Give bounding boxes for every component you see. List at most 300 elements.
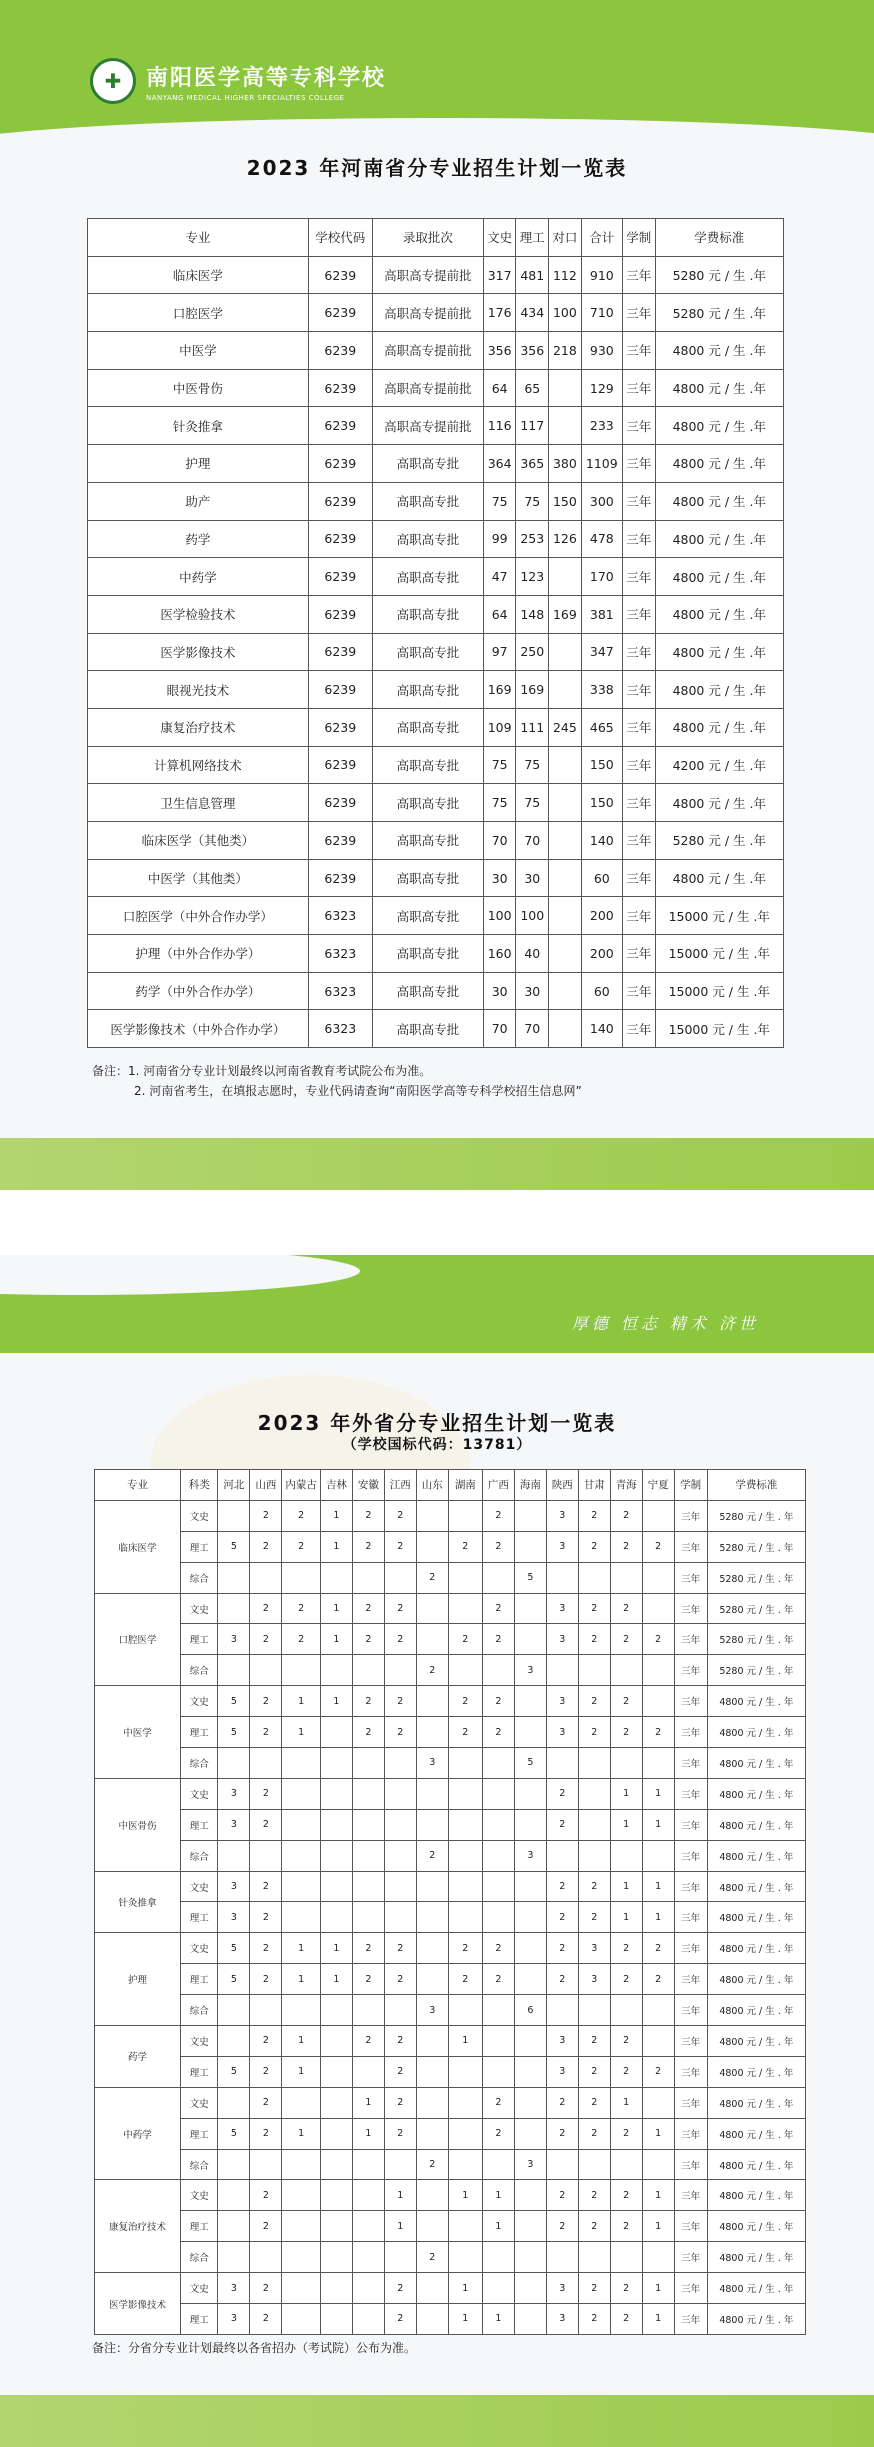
table-cell: 2 — [610, 2273, 642, 2304]
table-cell: 75 — [483, 482, 516, 520]
table-cell: 文史 — [180, 1871, 217, 1902]
table-cell: 117 — [516, 407, 549, 445]
table-cell: 64 — [483, 595, 516, 633]
table-cell: 2 — [482, 1933, 514, 1964]
table-cell: 2 — [282, 1500, 321, 1531]
table-cell: 三年 — [674, 1593, 707, 1624]
table-cell: 1 — [352, 2118, 384, 2149]
table-cell: 4800 元 / 生 .年 — [655, 445, 783, 483]
table-cell — [549, 972, 582, 1010]
table-cell — [282, 1995, 321, 2026]
table-cell: 文史 — [180, 2087, 217, 2118]
table-cell: 70 — [516, 822, 549, 860]
table-cell: 中药学 — [88, 558, 309, 596]
table-cell: 高职高专提前批 — [372, 294, 483, 332]
table-cell — [218, 1593, 250, 1624]
table-row — [88, 633, 784, 671]
table-cell — [514, 2026, 546, 2057]
table-cell — [448, 1902, 482, 1933]
table-cell — [549, 633, 582, 671]
table-cell: 4800 元 / 生 . 年 — [707, 2211, 805, 2242]
table-cell: 4800 元 / 生 .年 — [655, 595, 783, 633]
table-cell — [448, 1562, 482, 1593]
table-cell: 1 — [320, 1531, 352, 1562]
table-cell: 三年 — [622, 445, 655, 483]
table-cell — [578, 2149, 610, 2180]
table-row — [95, 2211, 806, 2242]
table-cell: 三年 — [622, 859, 655, 897]
table-cell — [578, 1562, 610, 1593]
table-cell: 140 — [581, 822, 622, 860]
table-cell: 4200 元 / 生 .年 — [655, 746, 783, 784]
table-cell: 1 — [642, 1902, 674, 1933]
table-cell — [416, 1624, 448, 1655]
table-cell — [448, 1500, 482, 1531]
table-cell: 文史 — [180, 1500, 217, 1531]
table-cell: 高职高专批 — [372, 520, 483, 558]
school-logo — [90, 58, 386, 104]
table-cell: 2 — [250, 1809, 282, 1840]
henan-plan-table — [87, 218, 784, 1048]
table-cell: 三年 — [674, 1562, 707, 1593]
table-cell: 116 — [483, 407, 516, 445]
table-cell — [642, 2242, 674, 2273]
table-cell — [642, 2026, 674, 2057]
table-cell: 2 — [282, 1531, 321, 1562]
table-cell: 4800 元 / 生 .年 — [655, 407, 783, 445]
footer-band — [0, 1138, 874, 1190]
table-cell: 6239 — [308, 256, 372, 294]
table-cell — [282, 1655, 321, 1686]
table-cell — [610, 1995, 642, 2026]
table-cell: 70 — [516, 1010, 549, 1048]
table-cell — [448, 1778, 482, 1809]
table-cell: 高职高专批 — [372, 558, 483, 596]
table-cell: 2 — [448, 1686, 482, 1717]
table-cell — [482, 1562, 514, 1593]
table-cell: 6239 — [308, 369, 372, 407]
table-cell: 1 — [352, 2087, 384, 2118]
table-cell — [250, 1748, 282, 1779]
table-cell: 2 — [578, 1686, 610, 1717]
table-cell — [482, 2149, 514, 2180]
table-cell — [642, 1686, 674, 1717]
table-cell: 1 — [448, 2180, 482, 2211]
table-cell: 1 — [320, 1593, 352, 1624]
table-cell — [546, 1655, 578, 1686]
table-cell — [384, 1655, 416, 1686]
table-cell: 111 — [516, 708, 549, 746]
table-cell — [549, 558, 582, 596]
table-cell: 综合 — [180, 1655, 217, 1686]
table-cell: 2 — [610, 1686, 642, 1717]
table-row — [88, 708, 784, 746]
table-cell: 1 — [282, 2118, 321, 2149]
table-cell: 临床医学 — [88, 256, 309, 294]
table-cell — [218, 2149, 250, 2180]
table-cell: 三年 — [674, 1624, 707, 1655]
table-cell: 4800 元 / 生 .年 — [655, 332, 783, 370]
table-cell — [514, 1500, 546, 1531]
table-cell — [482, 2056, 514, 2087]
table-cell: 2 — [610, 2211, 642, 2242]
table-cell: 47 — [483, 558, 516, 596]
table-cell: 2 — [250, 1624, 282, 1655]
table-cell: 4800 元 / 生 .年 — [655, 633, 783, 671]
table-cell: 医学检验技术 — [88, 595, 309, 633]
table-cell — [282, 2149, 321, 2180]
table-cell: 2 — [642, 1531, 674, 1562]
table-cell: 三年 — [622, 482, 655, 520]
table-cell: 2 — [250, 1717, 282, 1748]
table-cell: 口腔医学 — [88, 294, 309, 332]
table-cell: 2 — [642, 1717, 674, 1748]
table-cell: 三年 — [674, 1840, 707, 1871]
table-cell: 三年 — [674, 2026, 707, 2057]
table-cell: 三年 — [622, 784, 655, 822]
henan-plan-title: 2023 年河南省分专业招生计划一览表 — [246, 156, 628, 180]
table-cell: 129 — [581, 369, 622, 407]
table-cell — [578, 2242, 610, 2273]
table-cell — [352, 2149, 384, 2180]
table-cell — [546, 1748, 578, 1779]
table-cell: 三年 — [674, 2180, 707, 2211]
table-cell: 2 — [250, 1933, 282, 1964]
table-cell: 2 — [610, 2056, 642, 2087]
table-cell: 三年 — [622, 520, 655, 558]
table-cell: 2 — [546, 1964, 578, 1995]
table-cell: 75 — [516, 482, 549, 520]
table-cell: 2 — [384, 1717, 416, 1748]
table-cell: 2 — [250, 2118, 282, 2149]
table-cell: 三年 — [674, 1500, 707, 1531]
table-cell: 4800 元 / 生 . 年 — [707, 2056, 805, 2087]
table-cell — [218, 1748, 250, 1779]
table-cell: 2 — [546, 2118, 578, 2149]
column-header: 安徽 — [352, 1470, 384, 1501]
table-cell — [384, 1995, 416, 2026]
table-cell: 5280 元 / 生 . 年 — [707, 1593, 805, 1624]
table-cell: 理工 — [180, 1624, 217, 1655]
table-cell: 15000 元 / 生 .年 — [655, 897, 783, 935]
table-cell: 2 — [578, 2211, 610, 2242]
table-cell: 40 — [516, 935, 549, 973]
table-cell — [218, 2180, 250, 2211]
table-cell: 三年 — [622, 708, 655, 746]
table-cell: 2 — [610, 2118, 642, 2149]
table-cell — [514, 2056, 546, 2087]
table-cell — [352, 1778, 384, 1809]
table-cell: 2 — [578, 1902, 610, 1933]
table-cell — [578, 1809, 610, 1840]
table-cell: 综合 — [180, 2242, 217, 2273]
table-cell — [546, 1562, 578, 1593]
table-cell — [282, 2211, 321, 2242]
table-cell — [282, 2180, 321, 2211]
table-cell: 2 — [482, 1624, 514, 1655]
table-cell: 6323 — [308, 972, 372, 1010]
table-cell: 理工 — [180, 1964, 217, 1995]
table-cell: 4800 元 / 生 .年 — [655, 482, 783, 520]
table-cell: 2 — [610, 2180, 642, 2211]
table-cell: 381 — [581, 595, 622, 633]
table-row — [95, 1686, 806, 1717]
table-cell — [282, 2087, 321, 2118]
table-cell — [514, 2304, 546, 2335]
table-cell — [282, 1748, 321, 1779]
column-header: 学费标准 — [707, 1470, 805, 1501]
table-cell: 1 — [448, 2304, 482, 2335]
table-cell — [250, 1655, 282, 1686]
table-cell: 2 — [250, 1778, 282, 1809]
table-cell — [282, 2304, 321, 2335]
column-header: 录取批次 — [372, 219, 483, 257]
footer-band — [0, 2395, 874, 2447]
table-cell: 2 — [642, 1624, 674, 1655]
table-cell: 5 — [218, 2118, 250, 2149]
table-cell — [610, 1840, 642, 1871]
column-header: 学校代码 — [308, 219, 372, 257]
table-cell — [384, 2242, 416, 2273]
table-cell — [352, 1655, 384, 1686]
henan-note-2: 2. 河南省考生，在填报志愿时，专业代码请查询“南阳医学高等专科学校招生信息网” — [134, 1084, 582, 1098]
table-cell — [514, 2242, 546, 2273]
table-row — [88, 369, 784, 407]
table-cell: 综合 — [180, 1562, 217, 1593]
table-cell: 150 — [581, 746, 622, 784]
table-cell: 高职高专批 — [372, 708, 483, 746]
table-cell — [610, 1562, 642, 1593]
table-cell: 理工 — [180, 2056, 217, 2087]
table-row — [95, 2118, 806, 2149]
table-cell — [642, 1500, 674, 1531]
table-cell — [642, 2087, 674, 2118]
table-cell: 6239 — [308, 520, 372, 558]
table-cell — [578, 1840, 610, 1871]
table-cell — [218, 1500, 250, 1531]
other-plan-title: 2023 年外省分专业招生计划一览表 — [257, 1411, 617, 1435]
column-header: 山东 — [416, 1470, 448, 1501]
table-cell: 4800 元 / 生 .年 — [655, 369, 783, 407]
table-cell: 三年 — [674, 1809, 707, 1840]
table-cell — [352, 2180, 384, 2211]
table-cell: 3 — [218, 2304, 250, 2335]
table-cell: 三年 — [622, 671, 655, 709]
table-cell — [250, 2149, 282, 2180]
table-cell: 2 — [448, 1933, 482, 1964]
table-cell: 2 — [250, 2180, 282, 2211]
table-cell: 2 — [482, 2087, 514, 2118]
table-row — [88, 520, 784, 558]
table-cell: 2 — [416, 1655, 448, 1686]
table-cell: 三年 — [674, 1871, 707, 1902]
table-cell: 4800 元 / 生 . 年 — [707, 1717, 805, 1748]
table-cell: 1 — [642, 2304, 674, 2335]
other-plan-table — [94, 1469, 806, 2335]
table-cell — [546, 2242, 578, 2273]
table-cell: 4800 元 / 生 .年 — [655, 859, 783, 897]
table-row — [88, 746, 784, 784]
table-cell — [282, 2273, 321, 2304]
table-cell: 3 — [546, 1593, 578, 1624]
table-cell: 15000 元 / 生 .年 — [655, 972, 783, 1010]
table-cell: 2 — [250, 2087, 282, 2118]
column-header: 广西 — [482, 1470, 514, 1501]
column-header: 甘肃 — [578, 1470, 610, 1501]
table-row — [95, 1809, 806, 1840]
table-cell: 1 — [642, 2180, 674, 2211]
table-cell — [352, 1995, 384, 2026]
table-cell: 6 — [514, 1995, 546, 2026]
table-cell: 2 — [352, 1593, 384, 1624]
column-header: 理工 — [516, 219, 549, 257]
table-cell — [514, 1778, 546, 1809]
table-cell: 5280 元 / 生 . 年 — [707, 1500, 805, 1531]
table-cell: 2 — [578, 1531, 610, 1562]
table-cell: 1 — [282, 2056, 321, 2087]
table-row — [95, 2026, 806, 2057]
table-cell: 三年 — [674, 2211, 707, 2242]
table-cell: 高职高专提前批 — [372, 407, 483, 445]
table-cell: 5 — [218, 1686, 250, 1717]
table-cell — [282, 2242, 321, 2273]
table-cell: 218 — [549, 332, 582, 370]
table-cell: 6239 — [308, 595, 372, 633]
table-row — [88, 784, 784, 822]
table-cell: 2 — [642, 1964, 674, 1995]
table-cell: 1 — [642, 1809, 674, 1840]
table-cell: 2 — [448, 1717, 482, 1748]
table-cell — [514, 2087, 546, 2118]
table-cell: 三年 — [622, 935, 655, 973]
table-cell: 2 — [416, 1562, 448, 1593]
table-cell — [514, 1964, 546, 1995]
table-cell: 三年 — [674, 1902, 707, 1933]
table-cell: 三年 — [674, 1655, 707, 1686]
major-cell: 口腔医学 — [95, 1593, 181, 1686]
table-cell — [218, 1655, 250, 1686]
table-cell: 910 — [581, 256, 622, 294]
table-cell: 2 — [578, 2087, 610, 2118]
table-cell: 高职高专批 — [372, 784, 483, 822]
table-cell: 药学（中外合作办学） — [88, 972, 309, 1010]
table-cell — [549, 407, 582, 445]
table-cell — [352, 1748, 384, 1779]
table-cell: 3 — [218, 1809, 250, 1840]
column-header: 合计 — [581, 219, 622, 257]
table-cell — [416, 2026, 448, 2057]
table-cell: 5280 元 / 生 . 年 — [707, 1624, 805, 1655]
table-row — [95, 1964, 806, 1995]
table-cell — [282, 1840, 321, 1871]
table-cell: 4800 元 / 生 . 年 — [707, 1995, 805, 2026]
table-cell: 1 — [282, 1686, 321, 1717]
table-cell — [642, 1593, 674, 1624]
table-cell: 2 — [610, 1964, 642, 1995]
column-header: 学费标准 — [655, 219, 783, 257]
table-cell: 3 — [546, 2273, 578, 2304]
table-cell: 中医学（其他类） — [88, 859, 309, 897]
table-cell — [642, 1562, 674, 1593]
table-cell: 176 — [483, 294, 516, 332]
table-cell — [578, 1778, 610, 1809]
table-cell — [320, 2211, 352, 2242]
table-cell — [352, 1902, 384, 1933]
school-name-en: NANYANG MEDICAL HIGHER SPECIALTIES COLLEGE — [146, 93, 345, 102]
table-cell — [482, 1902, 514, 1933]
table-cell — [549, 859, 582, 897]
table-cell: 2 — [578, 1871, 610, 1902]
table-cell — [320, 2026, 352, 2057]
table-cell: 三年 — [674, 1531, 707, 1562]
table-cell — [416, 1933, 448, 1964]
table-cell: 医学影像技术（中外合作办学） — [88, 1010, 309, 1048]
table-cell — [610, 1655, 642, 1686]
table-cell: 三年 — [622, 294, 655, 332]
table-cell: 200 — [581, 897, 622, 935]
table-cell: 2 — [282, 1593, 321, 1624]
table-cell: 2 — [546, 2180, 578, 2211]
table-cell — [320, 1809, 352, 1840]
table-cell: 高职高专提前批 — [372, 332, 483, 370]
table-cell — [448, 1655, 482, 1686]
table-cell — [320, 2180, 352, 2211]
table-cell — [642, 1840, 674, 1871]
table-row — [88, 482, 784, 520]
table-cell: 4800 元 / 生 . 年 — [707, 1748, 805, 1779]
table-cell: 高职高专批 — [372, 671, 483, 709]
table-cell: 高职高专批 — [372, 822, 483, 860]
table-cell: 4800 元 / 生 .年 — [655, 784, 783, 822]
table-cell: 1 — [448, 2273, 482, 2304]
table-cell: 1 — [610, 1809, 642, 1840]
table-cell — [448, 1809, 482, 1840]
table-cell — [320, 2242, 352, 2273]
table-cell: 100 — [549, 294, 582, 332]
table-cell: 卫生信息管理 — [88, 784, 309, 822]
table-cell: 1 — [610, 1778, 642, 1809]
column-header: 海南 — [514, 1470, 546, 1501]
table-cell: 150 — [549, 482, 582, 520]
table-cell: 1 — [320, 1686, 352, 1717]
table-cell: 2 — [250, 1500, 282, 1531]
table-cell: 233 — [581, 407, 622, 445]
table-cell — [320, 2149, 352, 2180]
table-cell — [610, 2149, 642, 2180]
major-cell: 药学 — [95, 2026, 181, 2088]
table-cell: 169 — [516, 671, 549, 709]
table-cell: 6239 — [308, 859, 372, 897]
table-cell: 三年 — [622, 1010, 655, 1048]
table-cell: 6239 — [308, 708, 372, 746]
table-cell — [482, 1809, 514, 1840]
table-cell: 5 — [218, 1933, 250, 1964]
table-cell — [218, 2026, 250, 2057]
major-cell: 中药学 — [95, 2087, 181, 2180]
table-row — [88, 1010, 784, 1048]
table-cell: 理工 — [180, 1902, 217, 1933]
table-cell — [320, 1840, 352, 1871]
table-cell: 6239 — [308, 407, 372, 445]
school-national-code: （学校国标代码：13781） — [342, 1437, 532, 1453]
table-cell — [448, 2149, 482, 2180]
table-cell — [416, 1902, 448, 1933]
table-cell: 15000 元 / 生 .年 — [655, 935, 783, 973]
table-cell: 2 — [384, 2087, 416, 2118]
column-header: 学制 — [674, 1470, 707, 1501]
table-cell: 医学影像技术 — [88, 633, 309, 671]
table-cell — [448, 1871, 482, 1902]
